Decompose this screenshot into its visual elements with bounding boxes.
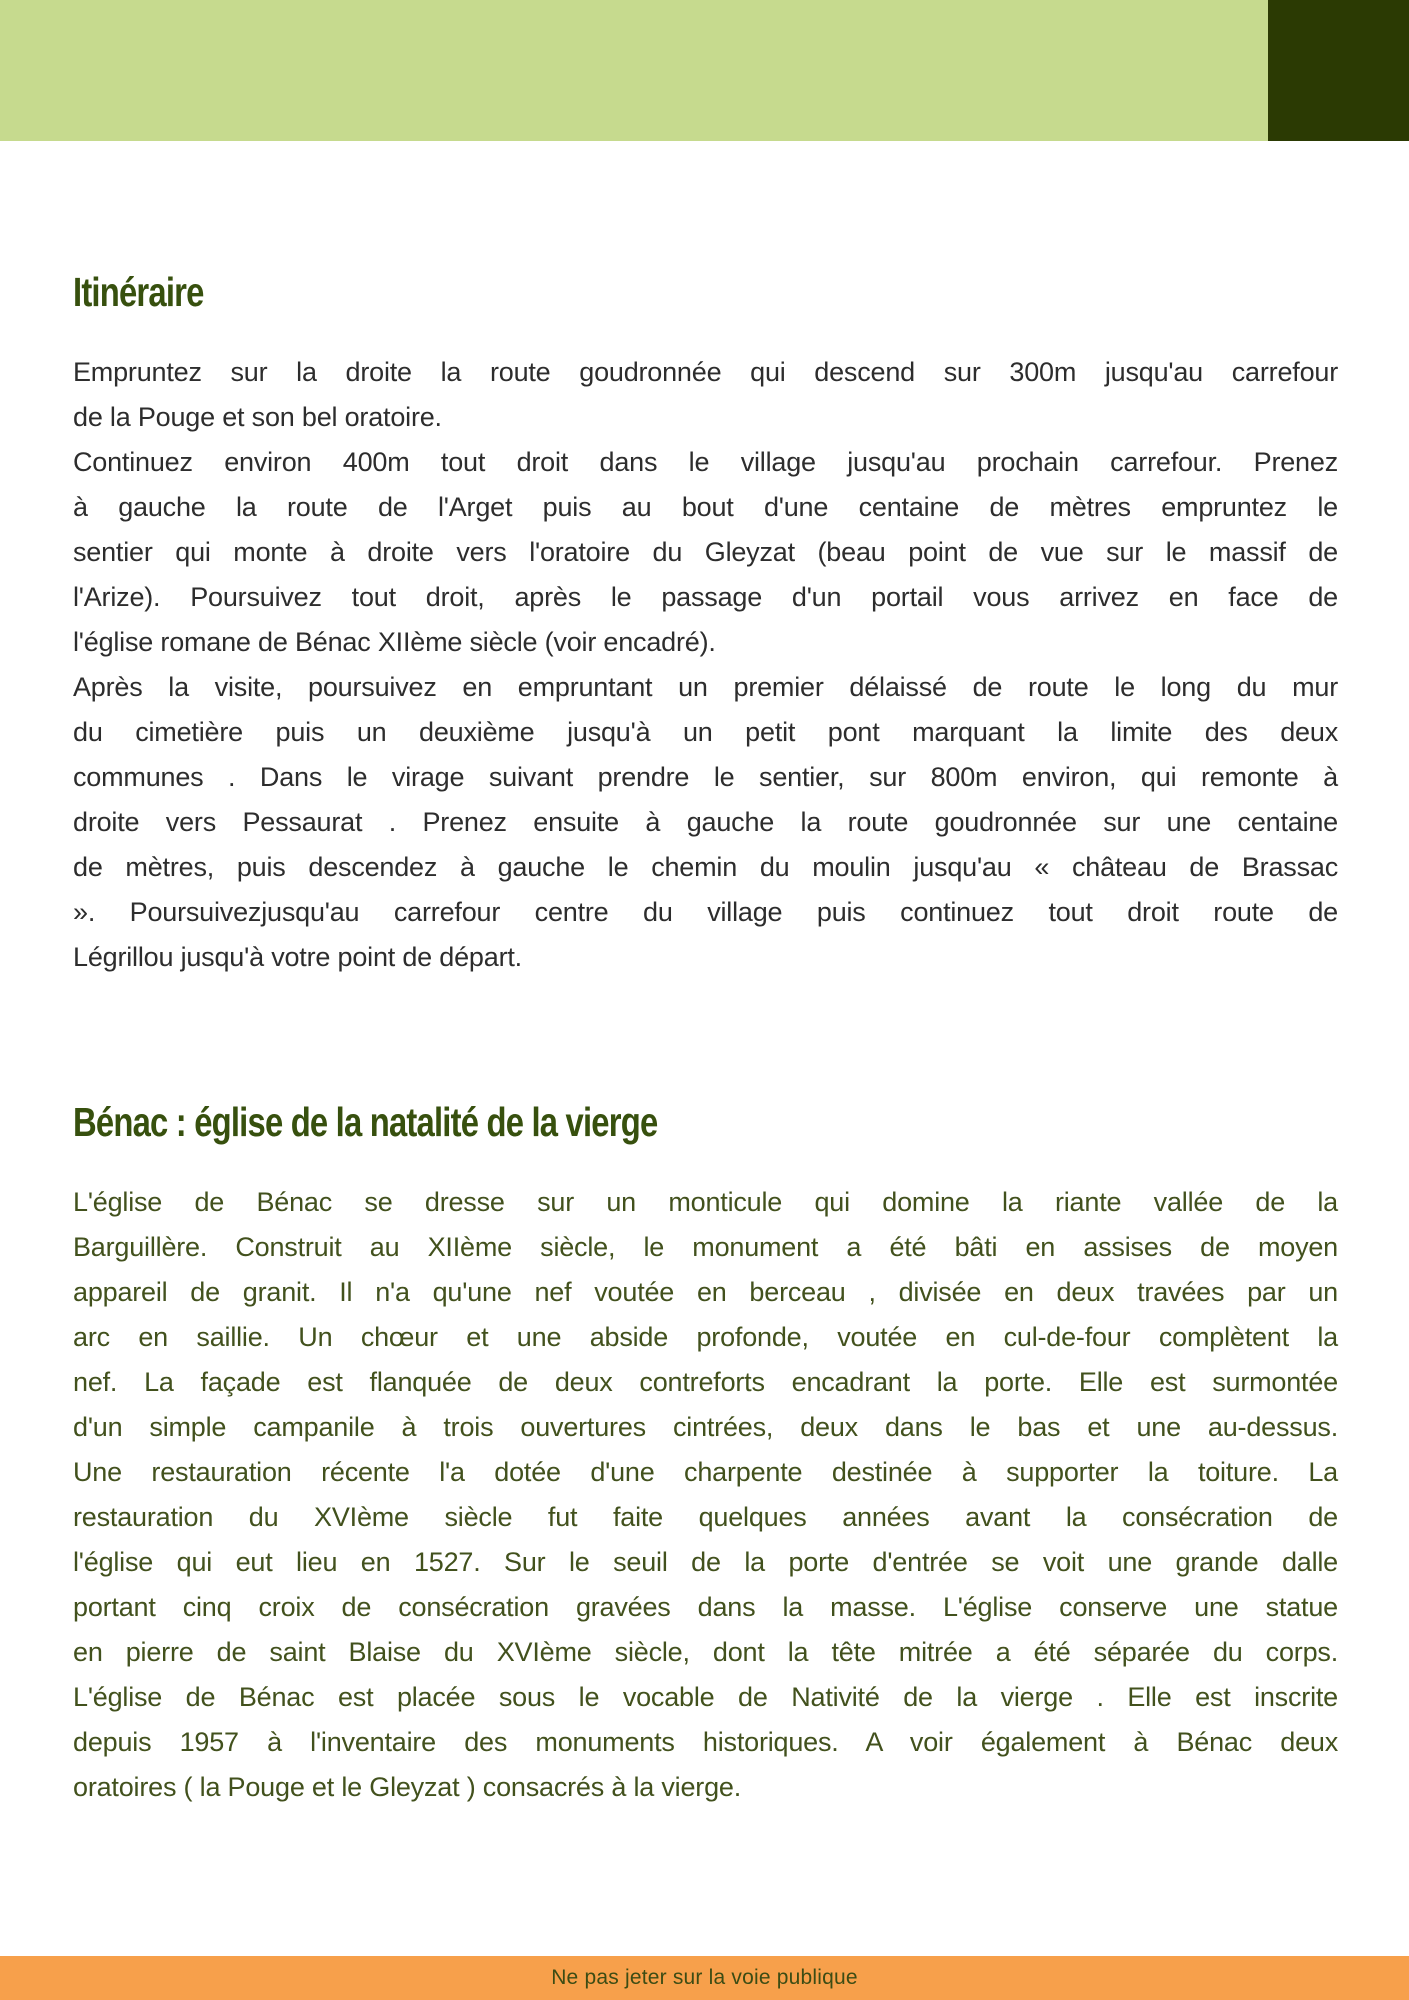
text-line: à gauche la route de l'Arget puis au bout d'une centaine de mètres empruntez le [73, 492, 1338, 522]
section-benac-eglise [73, 1098, 1338, 1810]
text-line: L'église de Bénac est placée sous le vocable de Nativité de la vierge . Elle est inscrite [73, 1682, 1338, 1712]
text-line: Empruntez sur la droite la route goudronnée qui descend sur 300m jusqu'au carrefour [73, 357, 1338, 387]
text-line: l'église qui eut lieu en 1527. Sur le seuil de la porte d'entrée se voit une grande dalle [73, 1547, 1338, 1577]
footer-notice-text: Ne pas jeter sur la voie publique [551, 1966, 858, 1989]
text-line: de la Pouge et son bel oratoire. [73, 402, 442, 432]
text-line: L'église de Bénac se dresse sur un monticule qui domine la riante vallée de la [73, 1187, 1338, 1217]
text-line: portant cinq croix de consécration gravées dans la masse. L'église conserve une statue [73, 1592, 1338, 1622]
text-line: arc en saillie. Un chœur et une abside profonde, voutée en cul-de-four complètent la [73, 1322, 1338, 1352]
text-line: appareil de granit. Il n'a qu'une nef voutée en berceau , divisée en deux travées par un [73, 1277, 1338, 1307]
top-color-band [0, 0, 1409, 141]
text-line: du cimetière puis un deuxième jusqu'à un petit pont marquant la limite des deux [73, 717, 1338, 747]
text-line: communes . Dans le virage suivant prendre le sentier, sur 800m environ, qui remonte à [73, 762, 1338, 792]
text-line: l'Arize). Poursuivez tout droit, après le passage d'un portail vous arrivez en face de [73, 582, 1338, 612]
footer-band [0, 1956, 1409, 2000]
text-line: Barguillère. Construit au XIIème siècle, le monument a été bâti en assises de moyen [73, 1232, 1338, 1262]
itineraire-body-text [73, 350, 1338, 980]
text-line: droite vers Pessaurat . Prenez ensuite à gauche la route goudronnée sur une centaine [73, 807, 1338, 837]
top-right-corner-block [1268, 0, 1409, 141]
text-line: sentier qui monte à droite vers l'oratoire du Gleyzat (beau point de vue sur le massif de [73, 537, 1338, 567]
text-line: ». Poursuivezjusqu'au carrefour centre du village puis continuez tout droit route de [73, 897, 1338, 927]
section-title-benac: Bénac : église de la natalité de la vierge [73, 1099, 658, 1145]
text-line: Légrillou jusqu'à votre point de départ. [73, 942, 522, 972]
benac-body-text [73, 1180, 1338, 1810]
text-line: Après la visite, poursuivez en empruntant un premier délaissé de route le long du mur [73, 672, 1338, 702]
text-line: Une restauration récente l'a dotée d'une charpente destinée à supporter la toiture. La [73, 1457, 1338, 1487]
text-line: depuis 1957 à l'inventaire des monuments historiques. A voir également à Bénac deux [73, 1727, 1338, 1757]
text-line: Continuez environ 400m tout droit dans le village jusqu'au prochain carrefour. Prenez [73, 447, 1338, 477]
section-title-itineraire: Itinéraire [73, 269, 204, 315]
text-line: nef. La façade est flanquée de deux contreforts encadrant la porte. Elle est surmontée [73, 1367, 1338, 1397]
text-line: en pierre de saint Blaise du XVIème siècle, dont la tête mitrée a été séparée du corps. [73, 1637, 1338, 1667]
text-line: oratoires ( la Pouge et le Gleyzat ) consacrés à la vierge. [73, 1772, 742, 1802]
text-line: d'un simple campanile à trois ouvertures cintrées, deux dans le bas et une au-dessus. [73, 1412, 1338, 1442]
text-line: l'église romane de Bénac XIIème siècle (voir encadré). [73, 627, 716, 657]
text-line: restauration du XVIème siècle fut faite quelques années avant la consécration de [73, 1502, 1338, 1532]
section-itineraire [73, 268, 1338, 980]
text-line: de mètres, puis descendez à gauche le chemin du moulin jusqu'au « château de Brassac [73, 852, 1338, 882]
